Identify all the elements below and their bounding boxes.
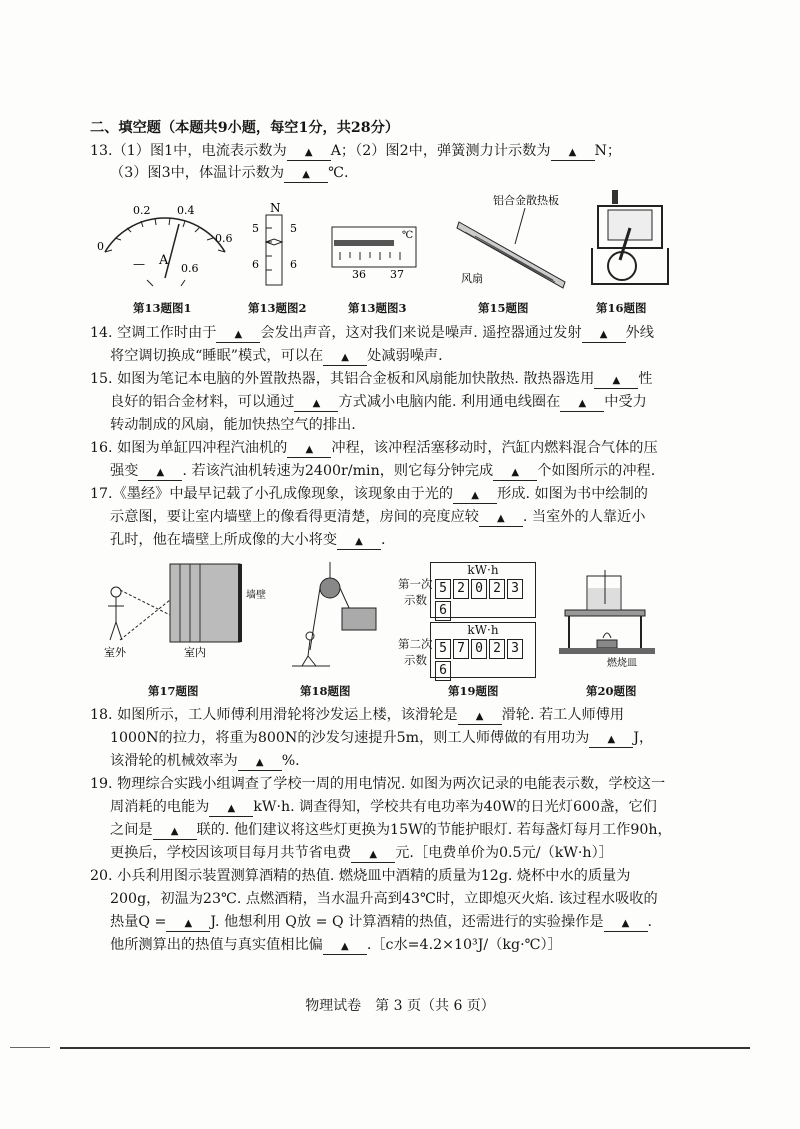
text: 之间是 — [110, 822, 153, 838]
text: 热量Q = — [110, 914, 167, 930]
answer-blank[interactable]: ▲ — [479, 512, 523, 527]
text: 联的. 他们建议将这些灯更换为15W的节能护眼灯. 若每盏灯每月工作90h， — [196, 822, 672, 838]
text: J， — [633, 730, 654, 746]
text: 方式减小电脑内能. 利用通电线圈在 — [338, 394, 561, 410]
answer-blank[interactable]: ▲ — [594, 374, 638, 389]
answer-blank[interactable]: ▲ — [238, 756, 282, 771]
q20-line4 — [110, 935, 750, 955]
text: 14. 空调工作时由于 — [90, 325, 217, 341]
text: 孔时，他在墙壁上所成像的大小将变 — [110, 532, 338, 548]
answer-blank[interactable]: ▲ — [493, 466, 537, 481]
wall-label: 墙壁 — [246, 590, 266, 601]
fig19-caption: 第19题图 — [448, 684, 499, 698]
meter-digit: 6 — [435, 661, 451, 681]
text: 元.［电费单价为0.5元/（kW·h）］ — [395, 845, 613, 861]
text: 15. 如图为笔记本电脑的外置散热器，其铝合金板和风扇能加快散热. 散热器选用 — [90, 371, 595, 387]
tick-label: 0 — [97, 240, 104, 253]
answer-blank[interactable]: ▲ — [294, 397, 338, 412]
text: 中受力 — [604, 394, 647, 410]
text: .［c水=4.2×10³J/（kg·℃）］ — [366, 937, 562, 953]
meter-digit: 3 — [507, 579, 523, 599]
answer-blank[interactable]: ▲ — [458, 710, 502, 725]
answer-blank[interactable]: ▲ — [138, 466, 182, 481]
meter-digit: 0 — [471, 639, 487, 659]
meter-digit: 2 — [453, 579, 469, 599]
meter-digits — [431, 577, 535, 621]
q18-line3 — [110, 751, 750, 771]
answer-blank[interactable]: ▲ — [453, 489, 497, 504]
fig13-3-caption: 第13题图3 — [348, 301, 407, 315]
tick-label: 5 — [252, 222, 259, 235]
tick-label: 36 — [352, 268, 366, 281]
tick-label: 0.4 — [177, 204, 195, 217]
answer-blank[interactable]: ▲ — [166, 917, 210, 932]
text: A；（2）图2中，弹簧测力计示数为 — [330, 143, 551, 159]
text: . 若该汽油机转速为2400r/min，则它每分钟完成 — [182, 463, 494, 479]
pulley-figure — [290, 560, 390, 670]
outdoor-label: 室外 — [104, 646, 126, 659]
unit-celsius: ℃ — [402, 230, 414, 241]
answer-blank[interactable]: ▲ — [337, 535, 381, 550]
text: 良好的铝合金材料，可以通过 — [110, 394, 295, 410]
answer-blank[interactable]: ▲ — [323, 351, 367, 366]
meter-digit: 5 — [435, 579, 451, 599]
q15-line3: 转动制成的风扇，能加快热空气的排出. — [110, 417, 356, 433]
tick-label: 6 — [252, 258, 259, 271]
q13-line2 — [110, 163, 750, 183]
answer-blank[interactable]: ▲ — [604, 917, 648, 932]
tick-label: 6 — [290, 258, 297, 271]
tick-label: 0.6 — [215, 232, 233, 245]
q20-line2: 200g，初温为23℃. 点燃酒精，当水温升高到43℃时，立即熄灭火焰. 该过程水吸收的 — [110, 891, 658, 907]
fig13-1-caption: 第13题图1 — [133, 301, 192, 315]
q20-line3 — [110, 912, 750, 932]
q19-line4 — [110, 843, 750, 863]
second-reading-label2: 示数 — [404, 653, 427, 667]
q15-line2 — [110, 392, 750, 412]
fig15-caption: 第15题图 — [478, 301, 529, 315]
tick-label: 37 — [390, 268, 404, 281]
meter-digit: 7 — [453, 639, 469, 659]
q17-line2 — [110, 507, 750, 527]
terminal-minus: — — [133, 257, 145, 271]
text: 强变 — [110, 463, 139, 479]
heating-apparatus-figure — [555, 568, 665, 668]
text: 形成. 如图为书中绘制的 — [497, 486, 648, 502]
text: 性 — [638, 371, 653, 387]
indoor-label: 室内 — [184, 646, 206, 659]
q14-line1 — [90, 323, 730, 343]
text: 16. 如图为单缸四冲程汽油机的 — [90, 440, 288, 456]
text: . — [381, 532, 386, 548]
answer-blank[interactable]: ▲ — [153, 825, 197, 840]
meter-digit: 2 — [489, 579, 505, 599]
fan-label: 风扇 — [461, 272, 483, 285]
text: 该滑轮的机械效率为 — [110, 753, 238, 769]
q13-line1 — [90, 141, 730, 161]
text: 个如图所示的冲程. — [537, 463, 656, 479]
text: N； — [594, 143, 622, 159]
first-reading-label2: 示数 — [404, 593, 427, 607]
laptop-cooler-figure — [455, 192, 575, 290]
meter-digit: 6 — [435, 601, 451, 621]
q17-line3 — [110, 530, 750, 550]
page-footer: 物理试卷 第 3 页（共 6 页） — [305, 998, 495, 1014]
tick-label: 5 — [290, 222, 297, 235]
text: kW·h. 调查得知，学校共有电功率为40W的日光灯600盏，它们 — [253, 799, 657, 815]
text: 会发出声音，这对我们来说是噪声. 遥控器通过发射 — [260, 325, 582, 341]
q17-line1 — [90, 484, 730, 504]
text: 冲程，该冲程活塞移动时，汽缸内燃料混合气体的压 — [331, 440, 658, 456]
thermometer-figure — [330, 222, 420, 282]
text: （3）图3中，体温计示数为 — [110, 165, 285, 181]
text: . 当室外的人靠近小 — [522, 509, 646, 525]
meter-digits — [431, 637, 535, 681]
terminal-label: 0.6 — [181, 262, 199, 275]
pinhole-figure — [100, 560, 270, 660]
fig17-caption: 第17题图 — [148, 684, 199, 698]
answer-blank[interactable]: ▲ — [551, 146, 595, 161]
ammeter-figure — [95, 200, 235, 290]
q19-line1: 19. 物理综合实践小组调查了学校一周的用电情况. 如图为两次记录的电能表示数，学校这一 — [90, 776, 666, 792]
bottom-rule-left — [10, 1047, 50, 1048]
fig16-caption: 第16题图 — [596, 301, 647, 315]
text: %. — [281, 753, 300, 769]
meter-digit: 0 — [471, 579, 487, 599]
q16-line1 — [90, 438, 730, 458]
answer-blank[interactable]: ▲ — [589, 733, 633, 748]
answer-blank[interactable]: ▲ — [560, 397, 604, 412]
text: 他所测算出的热值与真实值相比偏 — [110, 937, 323, 953]
answer-blank[interactable]: ▲ — [284, 168, 328, 183]
spring-scale-figure — [248, 200, 308, 288]
q19-line3 — [110, 820, 750, 840]
meter-first — [430, 562, 536, 618]
engine-figure — [590, 188, 670, 288]
answer-blank[interactable]: ▲ — [287, 443, 331, 458]
fig13-2-caption: 第13题图2 — [248, 301, 307, 315]
fig20-caption: 第20题图 — [586, 684, 637, 698]
text: 18. 如图所示，工人师傅利用滑轮将沙发运上楼，该滑轮是 — [90, 707, 458, 723]
meter-second — [430, 622, 536, 678]
text: 外线 — [625, 325, 654, 341]
meter-digit: 2 — [489, 639, 505, 659]
text: 17.《墨经》中最早记载了小孔成像现象，该现象由于光的 — [90, 486, 454, 502]
section-heading: 二、填空题（本题共9小题，每空1分，共28分） — [90, 120, 400, 136]
q18-line2 — [110, 728, 750, 748]
second-reading-label: 第二次 — [398, 637, 433, 651]
text: 更换后，学校因该项目每月共节省电费 — [110, 845, 352, 861]
q18-line1 — [90, 705, 730, 725]
text: 周消耗的电能为 — [110, 799, 210, 815]
q16-line2 — [110, 461, 750, 481]
meter-unit: kW·h — [467, 623, 499, 637]
text: 处减弱噪声. — [367, 348, 443, 364]
answer-blank[interactable]: ▲ — [323, 940, 367, 955]
q14-line2 — [110, 346, 750, 366]
plate-label: 铝合金散热板 — [493, 194, 559, 207]
text: ℃. — [328, 165, 349, 181]
text: 滑轮. 若工人师傅用 — [501, 707, 625, 723]
text: 示意图，要让室内墙壁上的像看得更清楚，房间的亮度应较 — [110, 509, 479, 525]
burner-label: 燃烧皿 — [607, 658, 637, 668]
answer-blank[interactable]: ▲ — [287, 146, 331, 161]
first-reading-label: 第一次 — [398, 577, 433, 591]
answer-blank[interactable]: ▲ — [216, 328, 260, 343]
unit-A: A — [159, 253, 169, 268]
fig18-caption: 第18题图 — [300, 684, 351, 698]
q20-line1: 20. 小兵利用图示装置测算酒精的热值. 燃烧皿中酒精的质量为12g. 烧杯中水的质量为 — [90, 868, 631, 884]
answer-blank[interactable]: ▲ — [582, 328, 626, 343]
text: J. 他想利用 Q放 = Q 计算酒精的热值，还需进行的实验操作是 — [210, 914, 604, 930]
text: 1000N的拉力，将重为800N的沙发匀速提升5m，则工人师傅做的有用功为 — [110, 730, 590, 746]
q15-line1 — [90, 369, 730, 389]
bottom-rule — [60, 1047, 750, 1049]
meter-digit: 5 — [435, 639, 451, 659]
text: 13.（1）图1中，电流表示数为 — [90, 143, 287, 159]
meter-unit: kW·h — [467, 563, 499, 577]
text: . — [647, 914, 653, 930]
tick-label: 0.2 — [133, 204, 151, 217]
meter-digit: 3 — [507, 639, 523, 659]
unit-N: N — [270, 201, 281, 215]
q19-line2 — [110, 797, 750, 817]
answer-blank[interactable]: ▲ — [209, 802, 253, 817]
text: 将空调切换成“睡眠”模式，可以在 — [110, 348, 324, 364]
answer-blank[interactable]: ▲ — [351, 848, 395, 863]
